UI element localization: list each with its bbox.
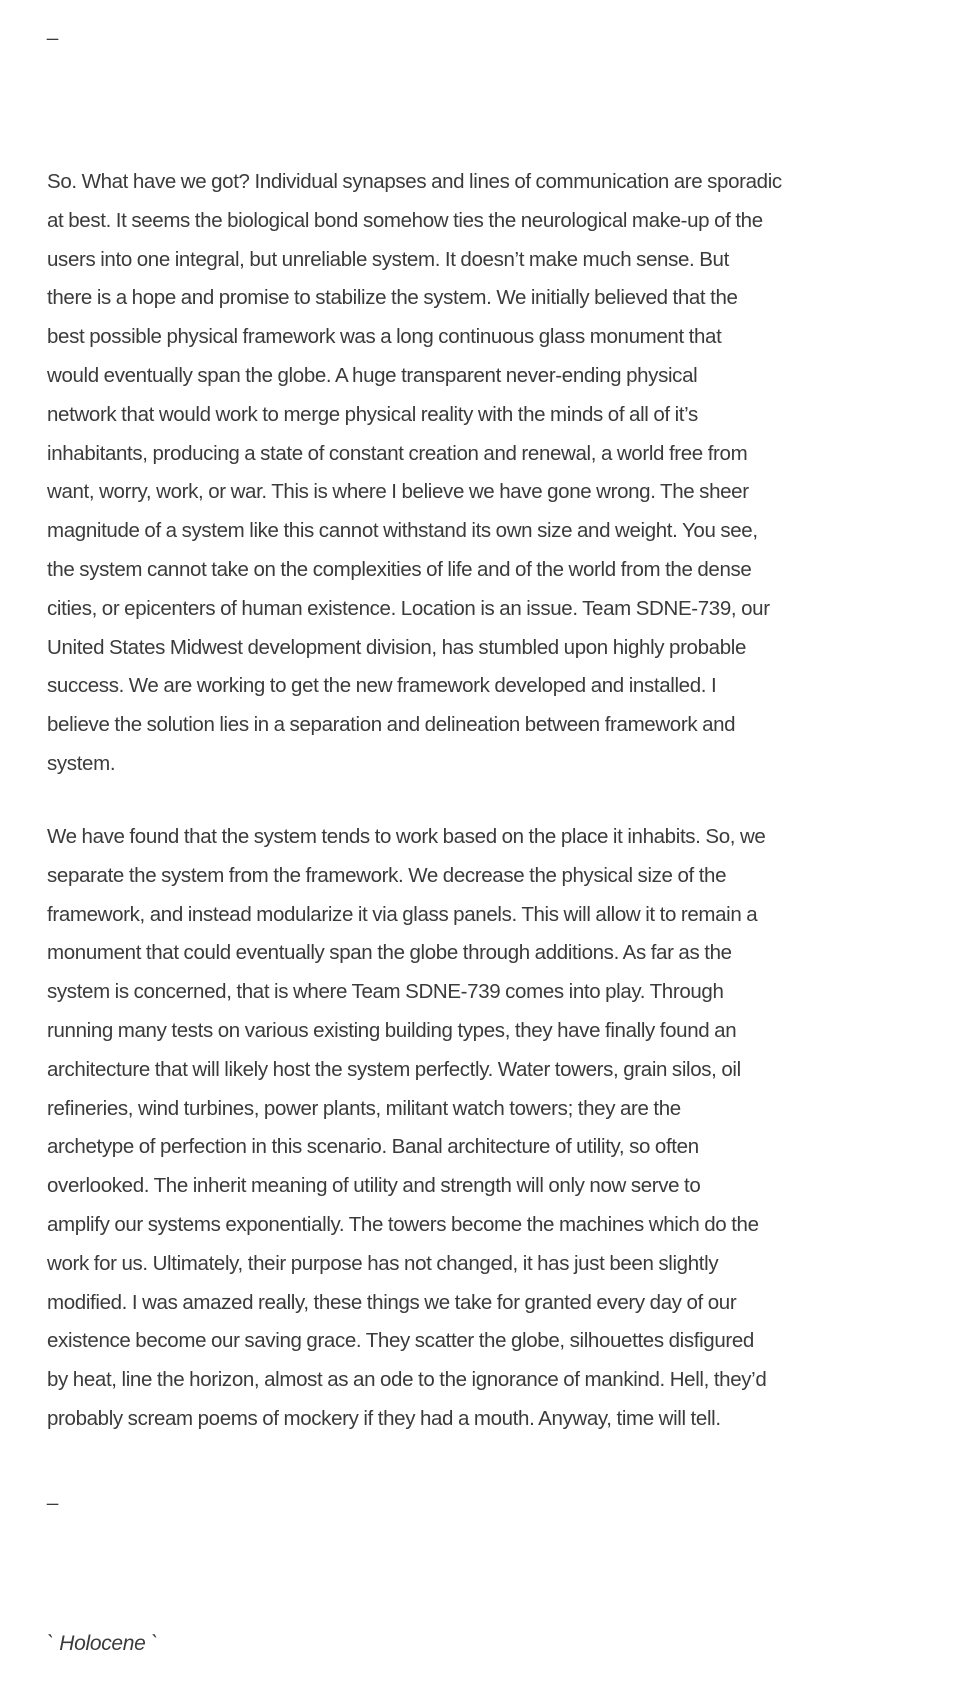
- text-line: overlooked. The inherit meaning of utility and strength will only now serve to: [47, 1174, 701, 1198]
- text-line: United States Midwest development division, has stumbled upon highly probable: [47, 635, 747, 659]
- text-line: would eventually span the globe. A huge transparent never-ending physical: [47, 363, 698, 387]
- text-line: monument that could eventually span the globe through additions. As far as the: [47, 941, 732, 965]
- text-line: architecture that will likely host the system perfectly. Water towers, grain silos, oil: [47, 1057, 741, 1081]
- text-line: cities, or epicenters of human existence. Location is an issue. Team SDNE-739, our: [47, 596, 770, 620]
- text-line: at best. It seems the biological bond somehow ties the neurological make-up of the: [47, 208, 763, 232]
- text-line: system is concerned, that is where Team SDNE-739 comes into play. Through: [47, 980, 724, 1004]
- text-line: amplify our systems exponentially. The towers become the machines which do the: [47, 1212, 759, 1236]
- text-line: running many tests on various existing building types, they have finally found an: [47, 1018, 737, 1042]
- text-line: probably scream poems of mockery if they had a mouth. Anyway, time will tell.: [47, 1406, 721, 1430]
- paragraph-2: [47, 818, 947, 1439]
- text-line: by heat, line the horizon, almost as an ode to the ignorance of mankind. Hell, they’d: [47, 1368, 767, 1392]
- text-line: So. What have we got? Individual synapses and lines of communication are sporadic: [47, 170, 782, 193]
- text-line: best possible physical framework was a long continuous glass monument that: [47, 325, 722, 349]
- text-line: the system cannot take on the complexities of life and of the world from the dense: [47, 557, 752, 581]
- text-line: users into one integral, but unreliable system. It doesn’t make much sense. But: [47, 247, 729, 271]
- separator-top: _: [47, 19, 59, 41]
- text-line: inhabitants, producing a state of constant creation and renewal, a world free from: [47, 441, 748, 465]
- text-line: believe the solution lies in a separation and delineation between framework and: [47, 713, 736, 737]
- text-line: network that would work to merge physical reality with the minds of all of it’s: [47, 402, 698, 426]
- signature: ` Holocene `: [47, 1632, 158, 1655]
- text-line: separate the system from the framework. We decrease the physical size of the: [47, 863, 727, 887]
- text-line: framework, and instead modularize it via glass panels. This will allow it to remain a: [47, 902, 758, 926]
- paragraph-1: [47, 163, 947, 784]
- text-line: magnitude of a system like this cannot withstand its own size and weight. You see,: [47, 519, 758, 543]
- text-line: success. We are working to get the new framework developed and installed. I: [47, 674, 717, 698]
- text-line: modified. I was amazed really, these things we take for granted every day of our: [47, 1290, 737, 1314]
- separator-bottom: _: [47, 1484, 59, 1506]
- text-line: there is a hope and promise to stabilize the system. We initially believed that the: [47, 286, 738, 310]
- text-line: system.: [47, 751, 116, 775]
- text-line: refineries, wind turbines, power plants, militant watch towers; they are the: [47, 1096, 681, 1120]
- text-line: work for us. Ultimately, their purpose has not changed, it has just been slightly: [47, 1251, 719, 1275]
- text-line: want, worry, work, or war. This is where I believe we have gone wrong. The sheer: [47, 480, 749, 504]
- text-line: archetype of perfection in this scenario. Banal architecture of utility, so often: [47, 1135, 699, 1159]
- text-line: We have found that the system tends to work based on the place it inhabits. So, we: [47, 825, 766, 848]
- text-line: existence become our saving grace. They scatter the globe, silhouettes disfigured: [47, 1329, 754, 1353]
